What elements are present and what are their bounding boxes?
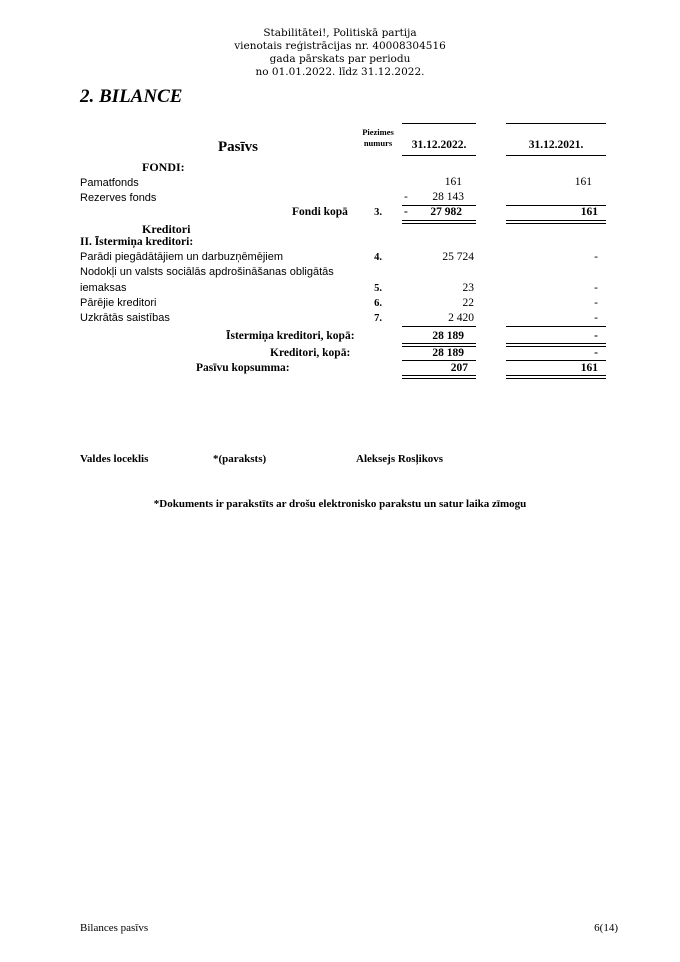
signature-placeholder: *(paraksts) — [213, 453, 267, 465]
head-bottom-rule-2022 — [402, 155, 476, 156]
page-title: 2. BILANCE — [80, 86, 183, 107]
row-parejie-note: 6. — [374, 298, 382, 309]
header-party-name: Stabilitātei!, Politiskā partija — [263, 27, 417, 39]
istermina-rule-2021 — [506, 326, 606, 327]
row-nodokli-2021: - — [594, 282, 598, 294]
row-paradi-2021: - — [594, 251, 598, 263]
column-head-note-1: Piezimes — [362, 127, 394, 137]
row-rezerves-sign: - — [404, 191, 408, 203]
row-ist-kopa-label: Īstermiņa kreditori, kopā: — [226, 330, 355, 342]
row-uzkratas-label: Uzkrātās saistības — [80, 312, 170, 324]
row-fondi-kopa-2022: 27 982 — [430, 206, 462, 218]
row-uzkratas-2022: 2 420 — [448, 312, 474, 324]
row-ist-kopa-2022: 28 189 — [432, 330, 464, 342]
column-head-pasivs: Pasīvs — [218, 139, 259, 155]
row-kopsumma-label: Pasīvu kopsumma: — [196, 362, 290, 374]
column-head-2022: 31.12.2022. — [411, 139, 467, 151]
column-head-2021: 31.12.2021. — [528, 139, 584, 151]
row-kopsumma-2021: 161 — [580, 362, 598, 374]
fondi-double-rule-2022 — [402, 220, 476, 224]
footer-section-name: Bilances pasīvs — [80, 922, 149, 934]
row-uzkratas-2021: - — [594, 312, 598, 324]
row-rezerves-label: Rezerves fonds — [80, 192, 157, 204]
istermina-rule-2022 — [402, 326, 476, 327]
row-nodokli-label-1: Nodokļi un valsts sociālās apdrošināšanas obligātās — [80, 266, 334, 278]
row-fondi-kopa-sign: - — [404, 206, 408, 218]
kreditori-rule-2021 — [506, 360, 606, 361]
section-istermina: II. Īstermiņa kreditori: — [80, 236, 194, 248]
row-parejie-2021: - — [594, 297, 598, 309]
head-top-rule-2022 — [402, 123, 476, 124]
section-fondi: FONDI: — [142, 160, 185, 174]
header-report-type: gada pārskats par periodu — [269, 53, 411, 65]
row-rezerves-2022: 28 143 — [432, 191, 464, 203]
signature-role: Valdes loceklis — [80, 453, 149, 465]
row-ist-kopa-2021: - — [594, 330, 598, 342]
row-paradi-note: 4. — [374, 252, 382, 263]
row-parejie-2022: 22 — [462, 297, 474, 309]
row-fondi-kopa-note: 3. — [374, 207, 382, 218]
row-kred-kopa-label: Kreditori, kopā: — [270, 347, 351, 359]
row-fondi-kopa-label: Fondi kopā — [292, 206, 348, 218]
header-registration: vienotais reģistrācijas nr. 40008304516 — [234, 40, 446, 52]
column-head-note-2: numurs — [363, 138, 393, 148]
row-nodokli-label-2: iemaksas — [80, 282, 127, 294]
row-uzkratas-note: 7. — [374, 313, 382, 324]
row-kred-kopa-2022: 28 189 — [432, 347, 464, 359]
e-signature-notice: *Dokuments ir parakstīts ar drošu elektronisko parakstu un satur laika zīmogu — [153, 498, 527, 510]
row-nodokli-note: 5. — [374, 283, 382, 294]
row-paradi-label: Parādi piegādātājiem un darbuzņēmējiem — [80, 251, 284, 263]
row-parejie-label: Pārējie kreditori — [80, 297, 157, 309]
row-kred-kopa-2021: - — [594, 347, 598, 359]
row-fondi-kopa-2021: 161 — [580, 206, 598, 218]
kopsumma-double-rule-2022 — [402, 375, 476, 379]
row-nodokli-2022: 23 — [462, 282, 474, 294]
fondi-double-rule-2021 — [506, 220, 606, 224]
head-bottom-rule-2021 — [506, 155, 606, 156]
row-paradi-2022: 25 724 — [442, 251, 474, 263]
signature-name: Aleksejs Rosļikovs — [356, 453, 444, 465]
row-pamatfonds-2022: 161 — [444, 176, 462, 188]
footer-page-number: 6(14) — [594, 922, 618, 934]
row-pamatfonds-label: Pamatfonds — [80, 177, 139, 189]
kreditori-rule-2022 — [402, 360, 476, 361]
row-kopsumma-2022: 207 — [450, 362, 468, 374]
row-pamatfonds-2021: 161 — [574, 176, 592, 188]
header-period: no 01.01.2022. līdz 31.12.2022. — [255, 66, 425, 78]
kopsumma-double-rule-2021 — [506, 375, 606, 379]
head-top-rule-2021 — [506, 123, 606, 124]
section-kreditori: Kreditori — [142, 222, 191, 236]
